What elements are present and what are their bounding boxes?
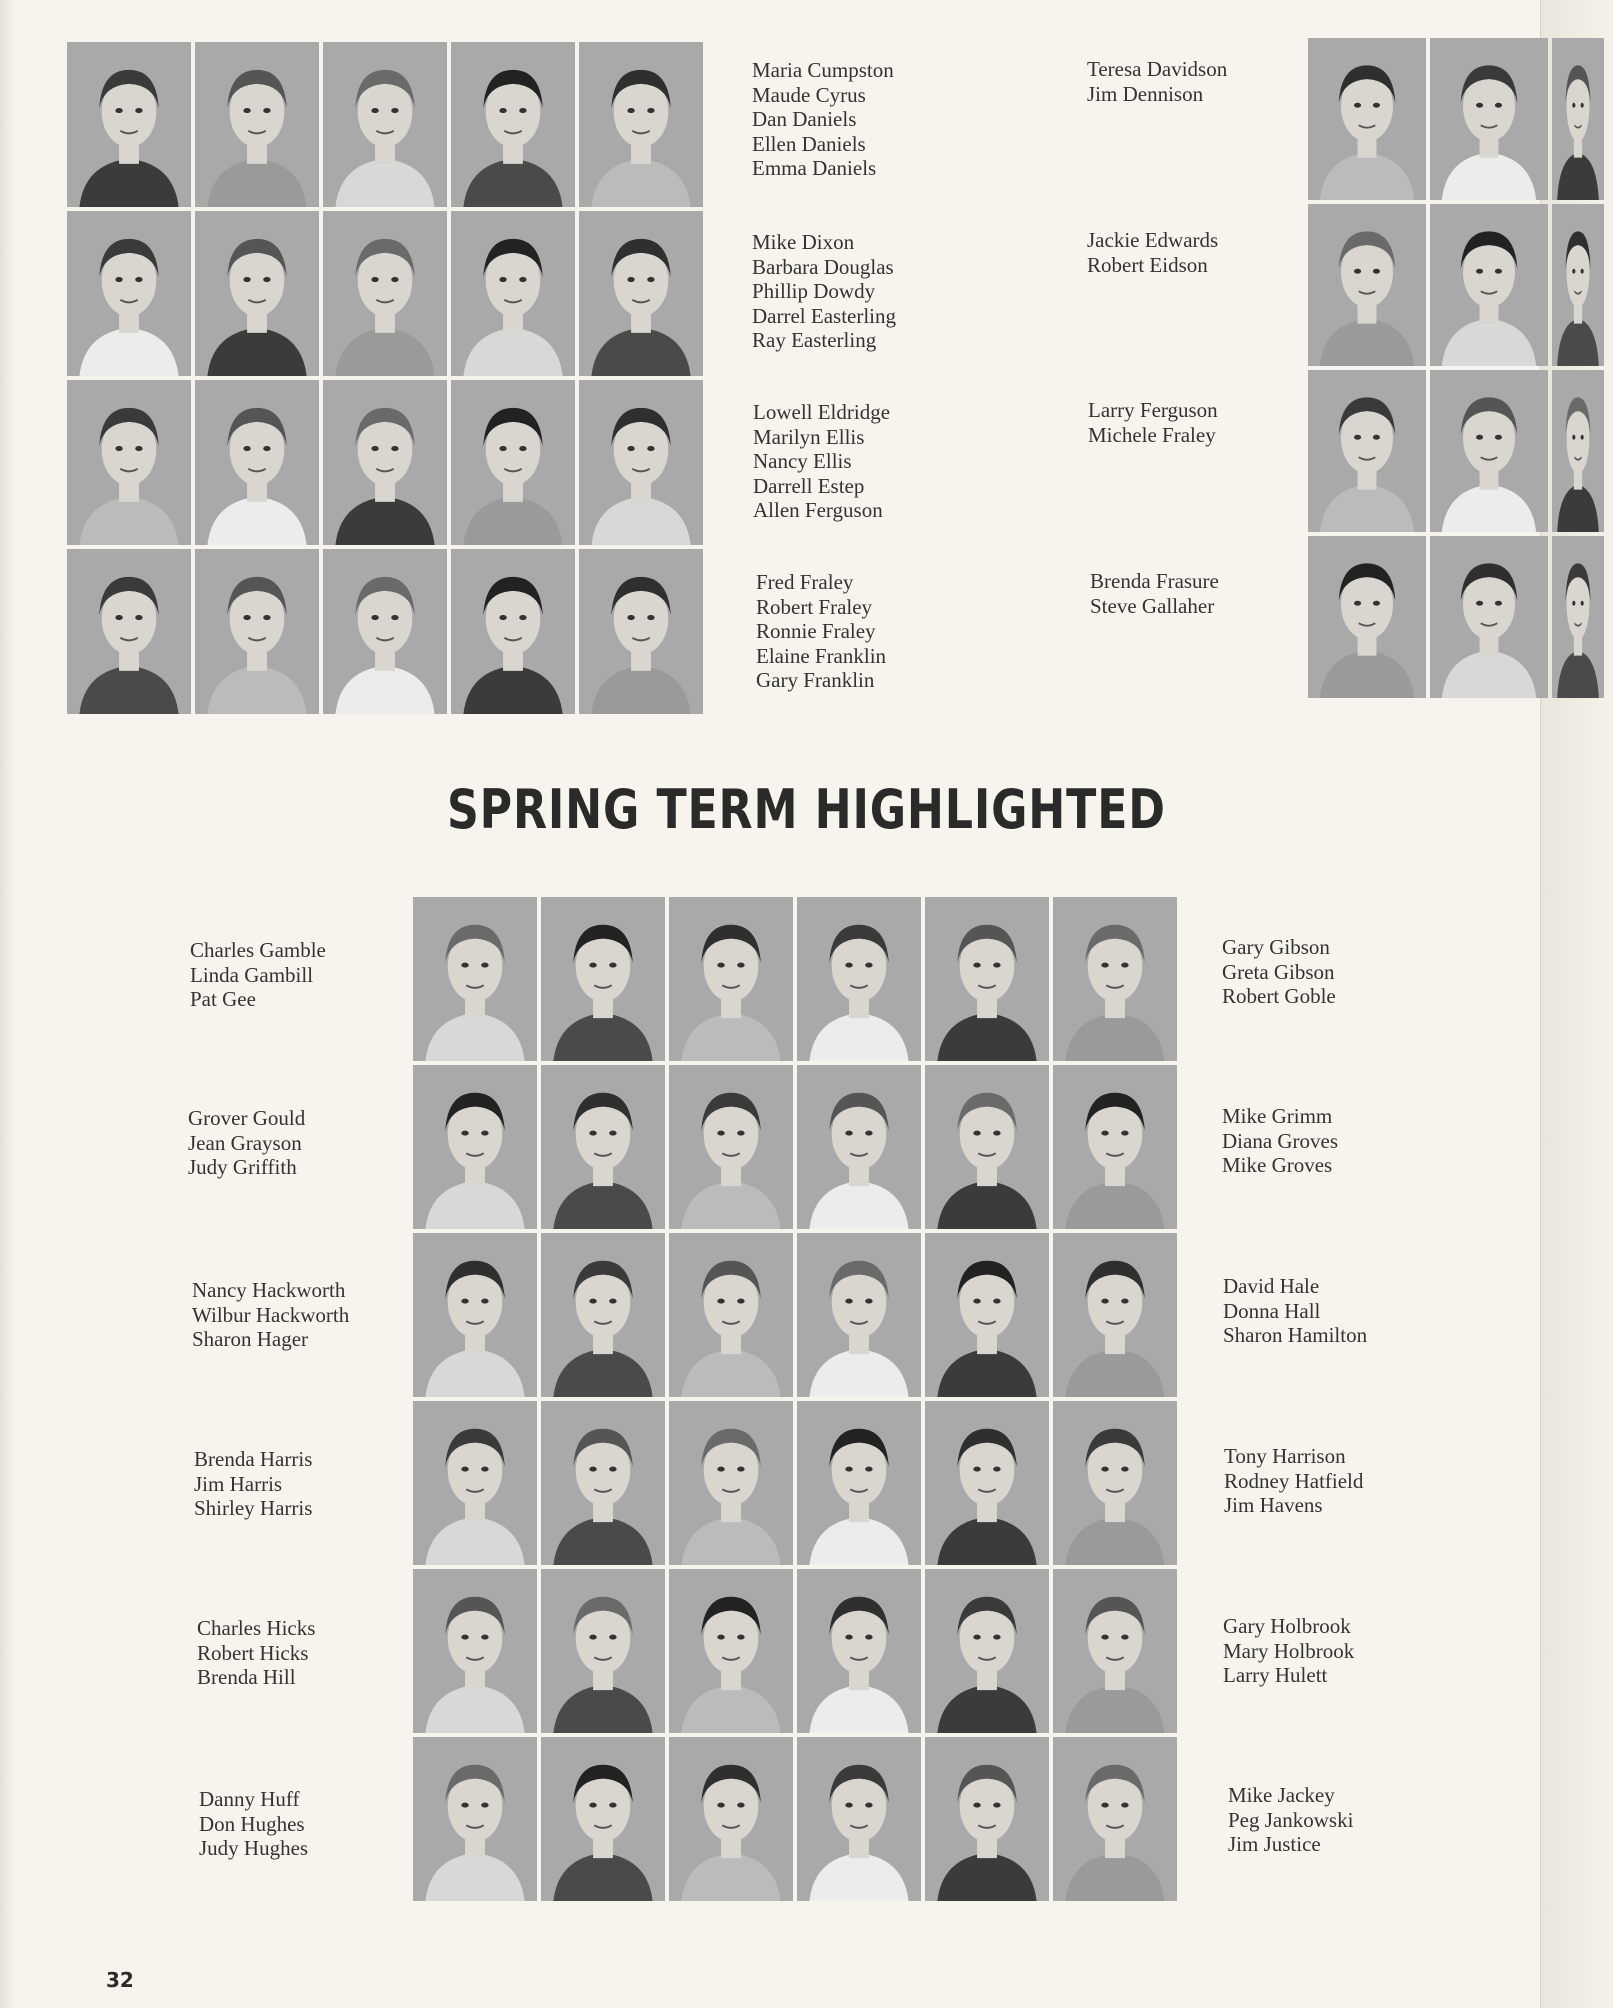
bottom-portrait-photo	[413, 1401, 537, 1565]
bottom-names-left-group-2: Grover Gould Jean Grayson Judy Griffith	[188, 1106, 306, 1179]
top-names-right-group-1: Teresa Davidson Jim Dennison	[1087, 57, 1228, 106]
bottom-portrait-photo	[541, 1401, 665, 1565]
bottom-portrait-photo	[797, 1065, 921, 1229]
top-portrait-photo	[195, 211, 319, 376]
bottom-portrait-photo	[925, 1233, 1049, 1397]
bottom-photo-grid	[413, 897, 1177, 1901]
bottom-portrait-photo	[669, 1737, 793, 1901]
bottom-names-right-group-5: Gary Holbrook Mary Holbrook Larry Hulett	[1223, 1614, 1355, 1687]
bottom-portrait-photo	[797, 1737, 921, 1901]
bottom-portrait-photo	[797, 897, 921, 1061]
top-portrait-photo	[67, 380, 191, 545]
page-binding-edge	[0, 0, 14, 2008]
top-names-left-group-1: Maria Cumpston Maude Cyrus Dan Daniels Ellen Daniels Emma Daniels	[752, 58, 894, 180]
bottom-portrait-photo	[413, 1737, 537, 1901]
bottom-names-right-group-4: Tony Harrison Rodney Hatfield Jim Havens	[1224, 1444, 1364, 1517]
top-photo-grid	[67, 42, 703, 714]
top-names-right-group-3: Larry Ferguson Michele Fraley	[1088, 398, 1218, 447]
bottom-portrait-photo	[925, 1401, 1049, 1565]
top-portrait-photo	[67, 42, 191, 207]
top-right-portrait-photo	[1430, 370, 1548, 532]
top-portrait-photo	[195, 42, 319, 207]
page-number: 32	[106, 1968, 134, 1992]
bottom-portrait-photo	[541, 1065, 665, 1229]
top-portrait-photo	[451, 211, 575, 376]
bottom-portrait-photo	[1053, 897, 1177, 1061]
bottom-portrait-photo	[797, 1401, 921, 1565]
bottom-portrait-photo	[1053, 1401, 1177, 1565]
top-right-portrait-photo	[1552, 38, 1604, 200]
top-portrait-photo	[579, 42, 703, 207]
top-portrait-photo	[323, 380, 447, 545]
top-right-portrait-photo	[1308, 370, 1426, 532]
bottom-names-left-group-3: Nancy Hackworth Wilbur Hackworth Sharon Hager	[192, 1278, 350, 1351]
bottom-names-right-group-6: Mike Jackey Peg Jankowski Jim Justice	[1228, 1783, 1354, 1856]
bottom-names-left-group-1: Charles Gamble Linda Gambill Pat Gee	[190, 938, 326, 1011]
top-right-portrait-photo	[1308, 536, 1426, 698]
top-right-portrait-photo	[1552, 536, 1604, 698]
top-right-portrait-photo	[1552, 204, 1604, 366]
top-portrait-photo	[323, 42, 447, 207]
bottom-portrait-photo	[1053, 1737, 1177, 1901]
bottom-portrait-photo	[413, 1569, 537, 1733]
bottom-portrait-photo	[925, 1065, 1049, 1229]
top-portrait-photo	[579, 380, 703, 545]
top-names-left-group-4: Fred Fraley Robert Fraley Ronnie Fraley Elaine Franklin Gary Franklin	[756, 570, 887, 692]
bottom-portrait-photo	[669, 1569, 793, 1733]
top-portrait-photo	[323, 211, 447, 376]
bottom-portrait-photo	[413, 1065, 537, 1229]
top-right-portrait-photo	[1430, 536, 1548, 698]
bottom-portrait-photo	[797, 1233, 921, 1397]
top-portrait-photo	[67, 211, 191, 376]
bottom-portrait-photo	[413, 897, 537, 1061]
top-right-portrait-photo	[1308, 204, 1426, 366]
top-portrait-photo	[579, 211, 703, 376]
top-right-photo-grid	[1308, 38, 1604, 698]
top-portrait-photo	[451, 380, 575, 545]
bottom-portrait-photo	[925, 1737, 1049, 1901]
top-right-portrait-photo	[1430, 204, 1548, 366]
top-right-portrait-photo	[1308, 38, 1426, 200]
top-names-left-group-2: Mike Dixon Barbara Douglas Phillip Dowdy Darrel Easterling Ray Easterling	[752, 230, 897, 352]
top-right-portrait-photo	[1552, 370, 1604, 532]
top-names-left-group-3: Lowell Eldridge Marilyn Ellis Nancy Ellis Darrell Estep Allen Ferguson	[753, 400, 891, 522]
bottom-portrait-photo	[1053, 1065, 1177, 1229]
section-heading: SPRING TERM HIGHLIGHTED	[446, 778, 1166, 841]
top-portrait-photo	[451, 42, 575, 207]
bottom-portrait-photo	[797, 1569, 921, 1733]
bottom-portrait-photo	[669, 1065, 793, 1229]
bottom-portrait-photo	[541, 897, 665, 1061]
top-names-right-group-4: Brenda Frasure Steve Gallaher	[1090, 569, 1219, 618]
bottom-names-right-group-1: Gary Gibson Greta Gibson Robert Goble	[1222, 935, 1336, 1008]
bottom-portrait-photo	[541, 1737, 665, 1901]
bottom-portrait-photo	[669, 1233, 793, 1397]
top-portrait-photo	[195, 380, 319, 545]
top-portrait-photo	[451, 549, 575, 714]
bottom-portrait-photo	[669, 897, 793, 1061]
bottom-portrait-photo	[925, 1569, 1049, 1733]
top-portrait-photo	[195, 549, 319, 714]
top-portrait-photo	[67, 549, 191, 714]
bottom-names-left-group-6: Danny Huff Don Hughes Judy Hughes	[199, 1787, 309, 1860]
bottom-names-right-group-3: David Hale Donna Hall Sharon Hamilton	[1223, 1274, 1368, 1347]
top-names-right-group-2: Jackie Edwards Robert Eidson	[1087, 228, 1219, 277]
bottom-portrait-photo	[669, 1401, 793, 1565]
top-portrait-photo	[579, 549, 703, 714]
bottom-names-left-group-4: Brenda Harris Jim Harris Shirley Harris	[194, 1447, 313, 1520]
bottom-portrait-photo	[541, 1233, 665, 1397]
bottom-portrait-photo	[925, 897, 1049, 1061]
bottom-names-left-group-5: Charles Hicks Robert Hicks Brenda Hill	[197, 1616, 316, 1689]
bottom-portrait-photo	[413, 1233, 537, 1397]
bottom-names-right-group-2: Mike Grimm Diana Groves Mike Groves	[1222, 1104, 1339, 1177]
bottom-portrait-photo	[1053, 1233, 1177, 1397]
top-portrait-photo	[323, 549, 447, 714]
top-right-portrait-photo	[1430, 38, 1548, 200]
bottom-portrait-photo	[1053, 1569, 1177, 1733]
bottom-portrait-photo	[541, 1569, 665, 1733]
